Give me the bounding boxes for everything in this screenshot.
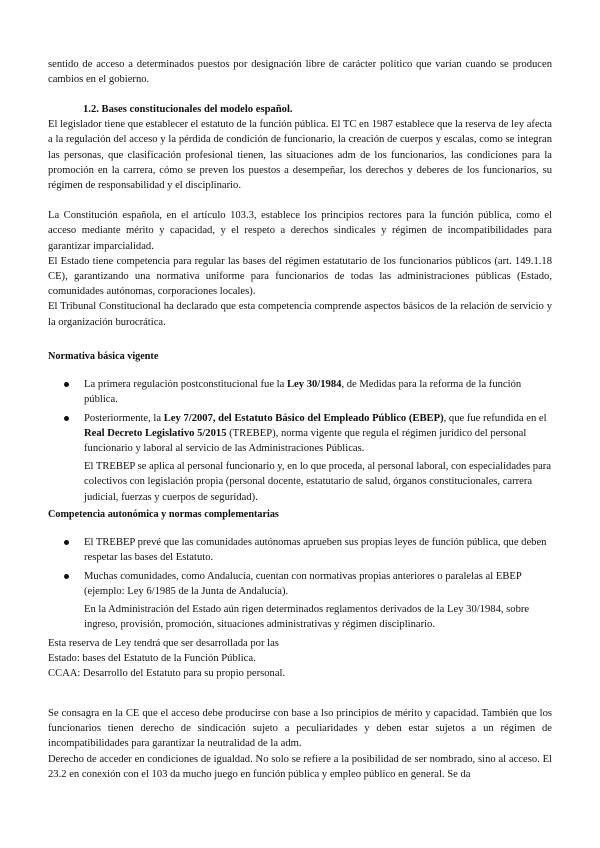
list-item: El TREBEP prevé que las comunidades autónomas aprueben sus propias leyes de función pública, que deben respetar las bases del Estatuto.: [48, 535, 552, 565]
section-competencia: [48, 507, 552, 632]
reserva-line-estado: Estado: bases del Estatuto de la Función Pública.: [48, 653, 256, 665]
list-item: La primera regulación postconstitucional fue la Ley 30/1984, de Medidas para la reforma de la función pública.: [48, 377, 552, 407]
section-reserva: [48, 636, 552, 682]
reserva-line-ccaa: CCAA: Desarrollo del Estatuto para su propio personal.: [48, 668, 286, 680]
intro-paragraph: sentido de acceso a determinados puestos por designación libre de carácter político que varían cuando se producen cambios en el gobierno.: [48, 59, 552, 86]
paragraph-competencia-estado: El Estado tiene competencia para regular las bases del régimen estatutario de los funcionarios públicos (art. 149.1.18 CE), garantizando una normativa uniforme para funcionarios de todas las administraciones públicas (Estado, comunidades autónomas, corporaciones locales).: [48, 255, 552, 298]
paragraph-constitucion: La Constitución española, en el artículo 103.3, establece los principios rectores para la función pública, como el acceso mediante mérito y capacidad, y el respeto a derechos sindicales y régimen de incompatibilidades para garantizar imparcialidad.: [48, 210, 552, 252]
list-item: Muchas comunidades, como Andalucía, cuentan con normativas propias anteriores o paralelas al EBEP (ejemplo: Ley 6/1985 de la Junta de Andalucía).: [48, 569, 552, 599]
reserva-line: Esta reserva de Ley tendrá que ser desarrollada por las: [48, 638, 279, 649]
paragraph-tribunal: El Tribunal Constitucional ha declarado que esta competencia comprende aspectos básicos de la relación de servicio y la organización burocrática.: [48, 301, 552, 328]
normativa-continuation: El TREBEP se aplica al personal funcionario y, en lo que proceda, al personal laboral, con especialidades para colectivos con legislación propia (personal docente, estatutario de salud, órganos constitucionales, carrera judicial, fuerzas y cuerpos de seguridad).: [84, 461, 552, 503]
bullet-icon: [64, 540, 69, 545]
paragraph-igualdad: Derecho de acceder en condiciones de igualdad. No solo se refiere a la posibilidad de ser nombrado, sino al acceso. El 23.2 en conexión con el 103 da mucho juego en función pública y empleo público en general. Se da: [48, 753, 552, 780]
paragraph-merito-capacidad: Se consagra en la CE que el acceso debe producirse con base a lso principios de mérito y capacidad. También que los funcionarios tienen derecho de sindicación sujeto a peculiaridades y deben estar sujetos a un régimen de incompatibilidades para garantizar la neutralidad de la adm.: [48, 708, 552, 750]
bullet-icon: [64, 382, 69, 387]
section-closing: [48, 706, 552, 782]
competencia-continuation: En la Administración del Estado aún rigen determinados reglamentos derivados de la Ley 30/1984, sobre ingreso, provisión, promoción, situaciones administrativas y régimen disciplinario.: [84, 604, 530, 631]
section-normativa: [48, 349, 552, 505]
paragraph-reserva-ley: El legislador tiene que establecer el estatuto de la función pública. El TC en 1987 establece que la reserva de ley afecta a la regulación del acceso y la pérdida de condición de funcionario, la creación de cuerpos y escalas, como se integran las personas, que clasificación profesional tienen, las situaciones adm de los funcionarios, las condiciones para la promoción en la carrera, cómo se preven los puestos a desempeñar, los derechos y deberes de los funcionarios, su régimen de responsabilidad y el disciplinario.: [48, 119, 552, 192]
bullet-icon: [64, 574, 69, 579]
competencia-list: [48, 535, 552, 599]
bullet-icon: [64, 416, 69, 421]
section-heading: 1.2. Bases constitucionales del modelo español.: [83, 104, 293, 115]
list-item: Posteriormente, la Ley 7/2007, del Estatuto Básico del Empleado Público (EBEP), que fue refundida en el Real Decreto Legislativo 5/2015 (TREBEP), norma vigente que regula el régimen jurídico del personal funcionario y laboral al servicio de las Administraciones Públicas.: [48, 411, 552, 457]
normativa-list: [48, 377, 552, 456]
normativa-heading: Normativa básica vigente: [48, 351, 159, 362]
competencia-heading: Competencia autonómica y normas complementarias: [48, 509, 279, 520]
section-bases: [48, 102, 552, 330]
